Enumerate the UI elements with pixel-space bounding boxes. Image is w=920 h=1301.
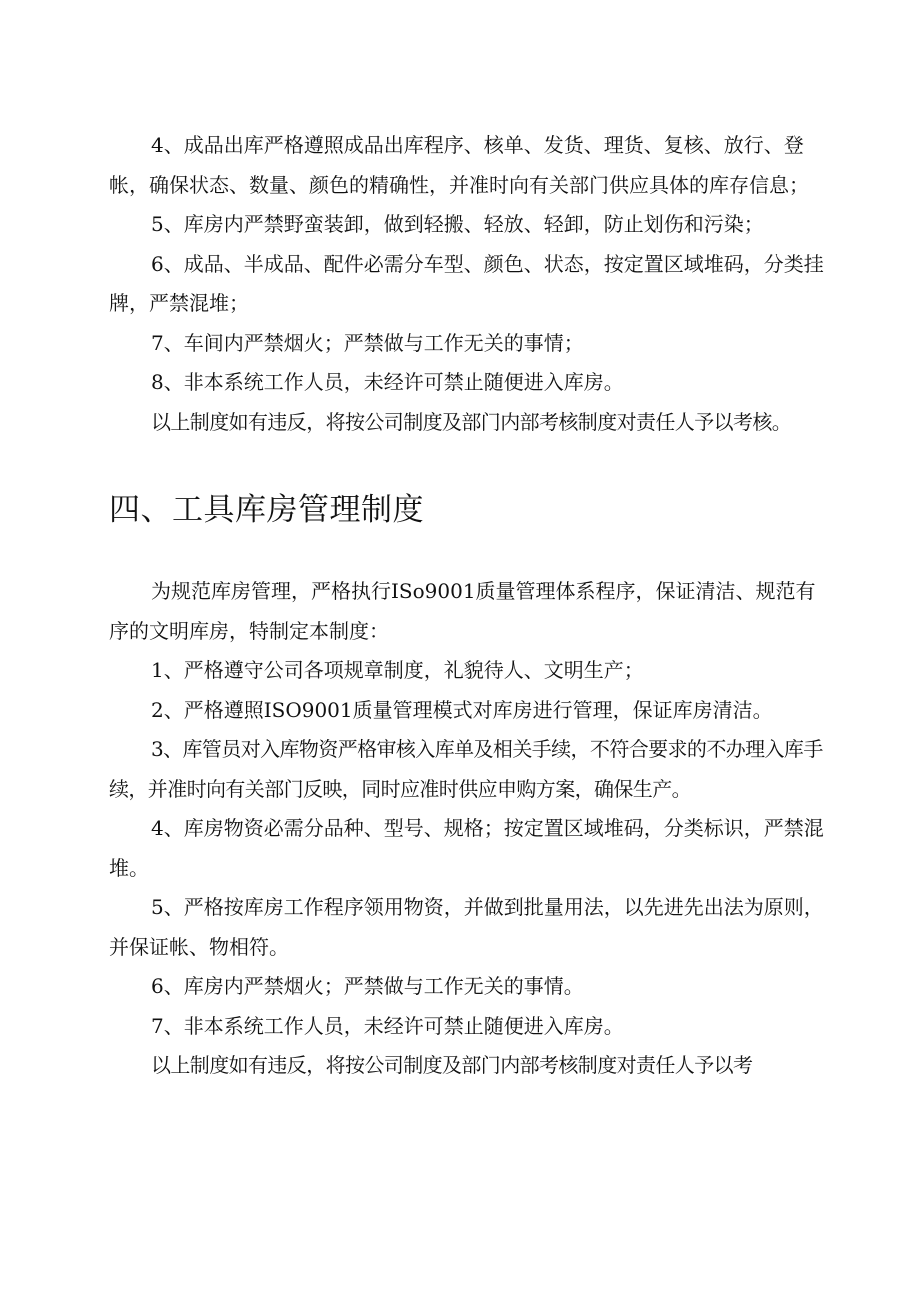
tool-warehouse-intro: 为规范库房管理，严格执行ISo9001质量管理体系程序，保证清洁、规范有序的文明库房，特制定本制度：: [109, 579, 816, 643]
tool-rule-3: 3、库管员对入库物资严格审核入库单及相关手续，不符合要求的不办理入库手续，并准时向有关部门反映，同时应准时供应申购方案，确保生产。: [109, 737, 823, 801]
warehouse-rule-5: 5、库房内严禁野蛮装卸，做到轻搬、轻放、轻卸，防止划伤和污染；: [151, 212, 764, 236]
tool-rule-4: 4、库房物资必需分品种、型号、规格；按定置区域堆码，分类标识，严禁混堆。: [109, 816, 824, 880]
tool-rule-2: 2、严格遵照ISO9001质量管理模式对库房进行管理，保证库房清洁。: [151, 697, 773, 722]
warehouse-rule-4: 4、成品出库严格遵照成品出库程序、核单、发货、理货、复核、放行、登帐，确保状态、数量、颜色的精确性，并准时向有关部门供应具体的库存信息；: [109, 133, 809, 197]
tool-rule-1: 1、严格遵守公司各项规章制度，礼貌待人、文明生产；: [151, 658, 644, 682]
tool-rule-7: 7、非本系统工作人员，未经许可禁止随便进入库房。: [151, 1013, 624, 1038]
warehouse-rule-8: 8、非本系统工作人员，未经许可禁止随便进入库房。: [151, 370, 624, 394]
warehouse-rule-7: 7、车间内严禁烟火；严禁做与工作无关的事情；: [151, 330, 584, 355]
section-heading-tool-warehouse: 四、工具库房管理制度: [109, 492, 424, 528]
warehouse-rule-6: 6、成品、半成品、配件必需分车型、颜色、状态，按定置区域堆码，分类挂牌，严禁混堆；: [109, 251, 824, 315]
tool-rule-6: 6、库房内严禁烟火；严禁做与工作无关的事情。: [151, 974, 584, 998]
tool-rule-5: 5、严格按库房工作程序领用物资，并做到批量用法，以先进先出法为原则，并保证帐、物相符。: [109, 895, 824, 959]
warehouse-penalty-note: 以上制度如有违反，将按公司制度及部门内部考核制度对责任人予以考核。: [151, 409, 792, 434]
tool-penalty-note: 以上制度如有违反，将按公司制度及部门内部考核制度对责任人予以考: [151, 1053, 753, 1077]
document-body: [109, 126, 829, 1086]
